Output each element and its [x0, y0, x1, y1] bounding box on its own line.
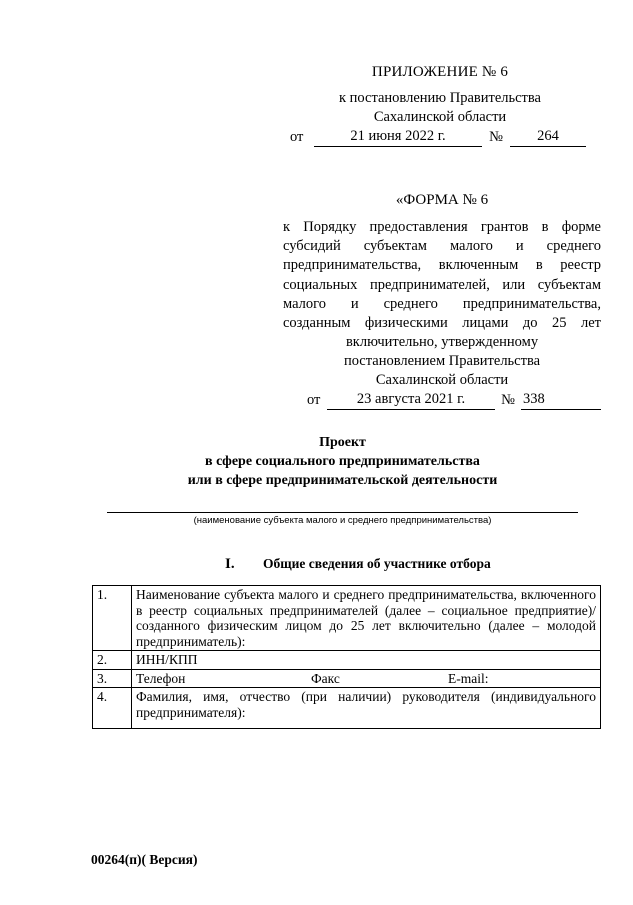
- form-date-prefix: от: [307, 392, 321, 409]
- table-row: [93, 688, 601, 729]
- appendix-header: [290, 64, 590, 147]
- contact-row: [132, 669, 601, 688]
- appendix-date-row: [290, 127, 590, 147]
- form-date: 23 августа 2021 г.: [327, 390, 495, 410]
- section-title: Общие сведения об участнике отбора: [263, 556, 491, 571]
- participant-info-table: [92, 585, 601, 729]
- row-number: 3.: [93, 669, 132, 688]
- appendix-date: 21 июня 2022 г.: [314, 127, 482, 147]
- appendix-line-2: Сахалинской области: [373, 109, 507, 125]
- row-number: 1.: [93, 586, 132, 651]
- form-body: к Порядку предоставления грантов в форме субсидий субъектам малого и среднего предпринимательства, включенным в реестр социальных предпринимателей, или субъектам малого и среднего предпринимательства, созданным физическими лицами до 25 лет включительно, утвержденному: [283, 219, 601, 351]
- row-number: 4.: [93, 688, 132, 729]
- table-row: [93, 669, 601, 688]
- form-line-b: Сахалинской области: [375, 372, 509, 389]
- form-date-row: [283, 390, 601, 410]
- form-title: «ФОРМА № 6: [395, 192, 489, 208]
- entity-name-line: [107, 512, 578, 513]
- appendix-number: 264: [510, 127, 586, 147]
- appendix-line-1: к постановлению Правительства: [339, 90, 541, 106]
- project-subtitle-2: или в сфере предпринимательской деятельности: [187, 473, 498, 488]
- row-text: Наименование субъекта малого и среднего предпринимательства, включенного в реестр социальных предпринимателей (далее – социальное предприятие)/созданного физическим лицом до 25 лет включительно (далее – молодой предприниматель):: [132, 586, 601, 651]
- form-line-a: постановлением Правительства: [343, 353, 541, 370]
- fax-label: Факс: [311, 670, 340, 686]
- document-code: 00264(п)( Версия): [91, 852, 198, 867]
- entity-name-caption: (наименование субъекта малого и среднего предпринимательства): [193, 515, 492, 526]
- phone-label: Телефон: [136, 670, 186, 686]
- appendix-title: ПРИЛОЖЕНИЕ № 6: [371, 64, 509, 80]
- section-heading: [225, 556, 491, 573]
- project-subtitle-1: в сфере социального предпринимательства: [205, 454, 480, 469]
- email-label: E-mail:: [448, 670, 489, 686]
- project-heading: [90, 433, 595, 490]
- row-text: Фамилия, имя, отчество (при наличии) руководителя (индивидуального предпринимателя):: [132, 688, 601, 729]
- table-row: [93, 651, 601, 670]
- form-number: 338: [521, 390, 601, 410]
- form-header: [283, 192, 601, 410]
- row-number: 2.: [93, 651, 132, 670]
- appendix-number-prefix: №: [489, 129, 503, 145]
- project-title: Проект: [319, 435, 366, 450]
- appendix-date-prefix: от: [290, 129, 304, 145]
- table-row: [93, 586, 601, 651]
- form-number-prefix: №: [501, 392, 515, 409]
- section-number: I.: [225, 556, 235, 572]
- row-text: ИНН/КПП: [132, 651, 601, 670]
